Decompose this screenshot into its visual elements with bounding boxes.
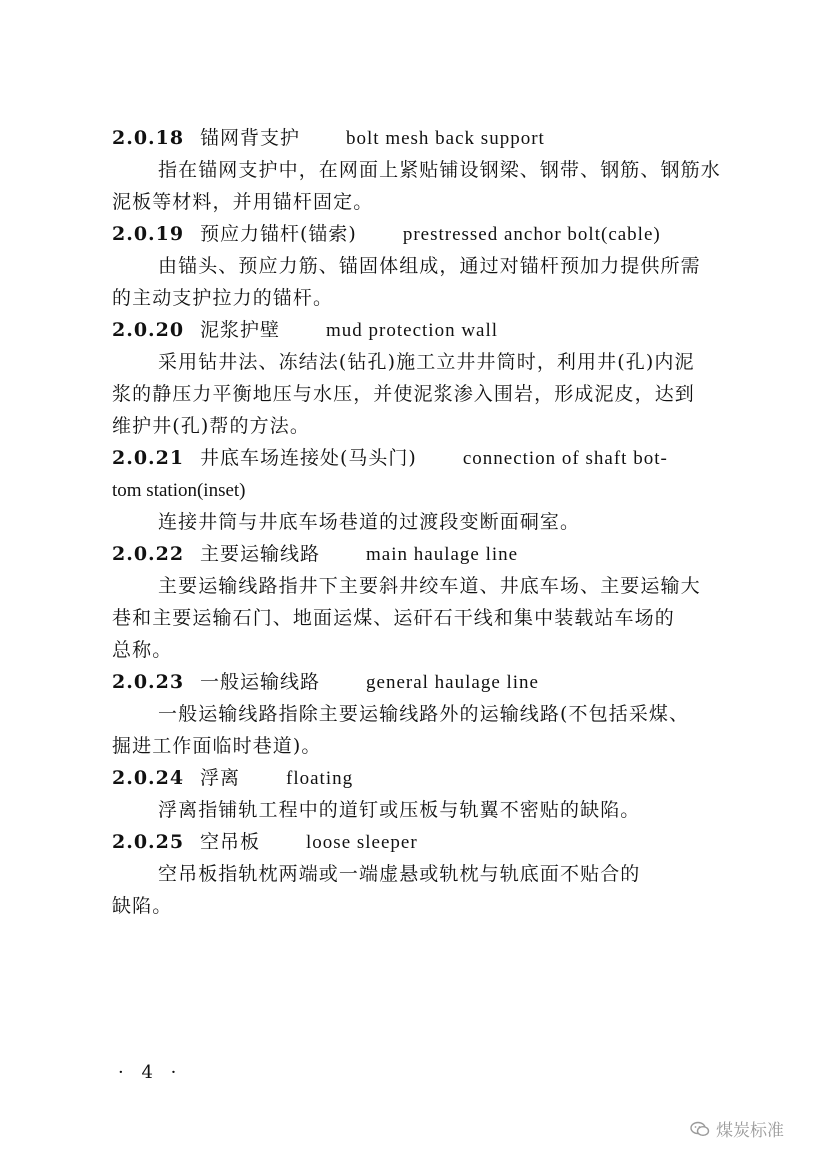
term-en: connection of shaft bot- — [462, 448, 668, 469]
term-entries — [0, 122, 830, 922]
term-body-line: 主要运输线路指井下主要斜井绞车道、井底车场、主要运输大 — [158, 575, 701, 597]
term-title — [200, 826, 418, 859]
term-en: general haulage line — [366, 672, 539, 693]
term-title — [200, 218, 661, 251]
watermark-text: 煤炭标准 — [716, 1121, 784, 1141]
term-body-line: 的主动支护拉力的锚杆。 — [112, 287, 334, 309]
term-en: floating — [286, 768, 354, 789]
term-zh: 泥浆护壁 — [200, 319, 281, 341]
term-number: 2.0.19 — [112, 223, 185, 245]
term-zh: 一般运输线路 — [200, 671, 321, 693]
term-body-line: 泥板等材料，并用锚杆固定。 — [112, 191, 374, 213]
term-body-line: 连接井筒与井底车场巷道的过渡段变断面硐室。 — [158, 511, 581, 533]
term-number: 2.0.22 — [112, 543, 185, 565]
term-body-line: 浆的静压力平衡地压与水压，并使泥浆渗入围岩，形成泥皮，达到 — [112, 383, 695, 405]
term-en-cont: tom station(inset) — [112, 480, 246, 501]
term-zh: 锚网背支护 — [200, 127, 301, 149]
term-number: 2.0.18 — [112, 127, 185, 149]
page-number: · 4 · — [118, 1062, 183, 1083]
term-body-line: 维护井(孔)帮的方法。 — [112, 415, 310, 437]
term-body-line: 指在锚网支护中，在网面上紧贴铺设钢梁、钢带、钢筋、钢筋水 — [158, 159, 721, 181]
term-body-line: 由锚头、预应力筋、锚固体组成，通过对锚杆预加力提供所需 — [158, 255, 701, 277]
term-zh: 预应力锚杆(锚索) — [200, 223, 357, 245]
term-body-line: 一般运输线路指除主要运输线路外的运输线路(不包括采煤、 — [158, 703, 690, 725]
term-number: 2.0.21 — [112, 447, 185, 469]
term-title — [200, 666, 539, 699]
term-body-line: 巷和主要运输石门、地面运煤、运矸石干线和集中装载站车场的 — [112, 607, 675, 629]
term-en: bolt mesh back support — [346, 128, 545, 149]
term-heading-2-0-19 — [0, 218, 830, 250]
term-number: 2.0.24 — [112, 767, 185, 789]
term-en: loose sleeper — [306, 832, 418, 853]
wechat-icon — [690, 1121, 710, 1137]
term-en-continuation — [0, 474, 830, 506]
term-body-line: 采用钻井法、冻结法(钻孔)施工立井井筒时，利用井(孔)内泥 — [158, 351, 695, 373]
term-body-line: 空吊板指轨枕两端或一端虚悬或轨枕与轨底面不贴合的 — [158, 863, 641, 885]
term-zh: 井底车场连接处(马头门) — [200, 447, 417, 469]
term-heading-2-0-21 — [0, 442, 830, 474]
term-body-line: 缺陷。 — [112, 895, 173, 917]
term-title — [200, 442, 668, 475]
term-heading-2-0-24 — [0, 762, 830, 794]
term-heading-2-0-23 — [0, 666, 830, 698]
term-title — [200, 314, 498, 347]
term-heading-2-0-25 — [0, 826, 830, 858]
term-number: 2.0.25 — [112, 831, 185, 853]
term-zh: 空吊板 — [200, 831, 261, 853]
term-heading-2-0-20 — [0, 314, 830, 346]
term-body-line: 浮离指铺轨工程中的道钉或压板与轨翼不密贴的缺陷。 — [158, 799, 641, 821]
term-body-line: 掘进工作面临时巷道)。 — [112, 735, 322, 757]
term-number: 2.0.20 — [112, 319, 185, 341]
term-zh: 主要运输线路 — [200, 543, 321, 565]
term-zh: 浮离 — [200, 767, 241, 789]
term-body-line: 总称。 — [112, 639, 173, 661]
term-en: main haulage line — [366, 544, 519, 565]
term-title — [200, 762, 353, 795]
term-heading-2-0-22 — [0, 538, 830, 570]
watermark — [690, 1116, 784, 1141]
term-en: mud protection wall — [326, 320, 499, 341]
term-en: prestressed anchor bolt(cable) — [402, 224, 661, 245]
term-number: 2.0.23 — [112, 671, 185, 693]
term-title — [200, 122, 545, 155]
term-title — [200, 538, 518, 571]
term-heading-2-0-18 — [0, 122, 830, 154]
